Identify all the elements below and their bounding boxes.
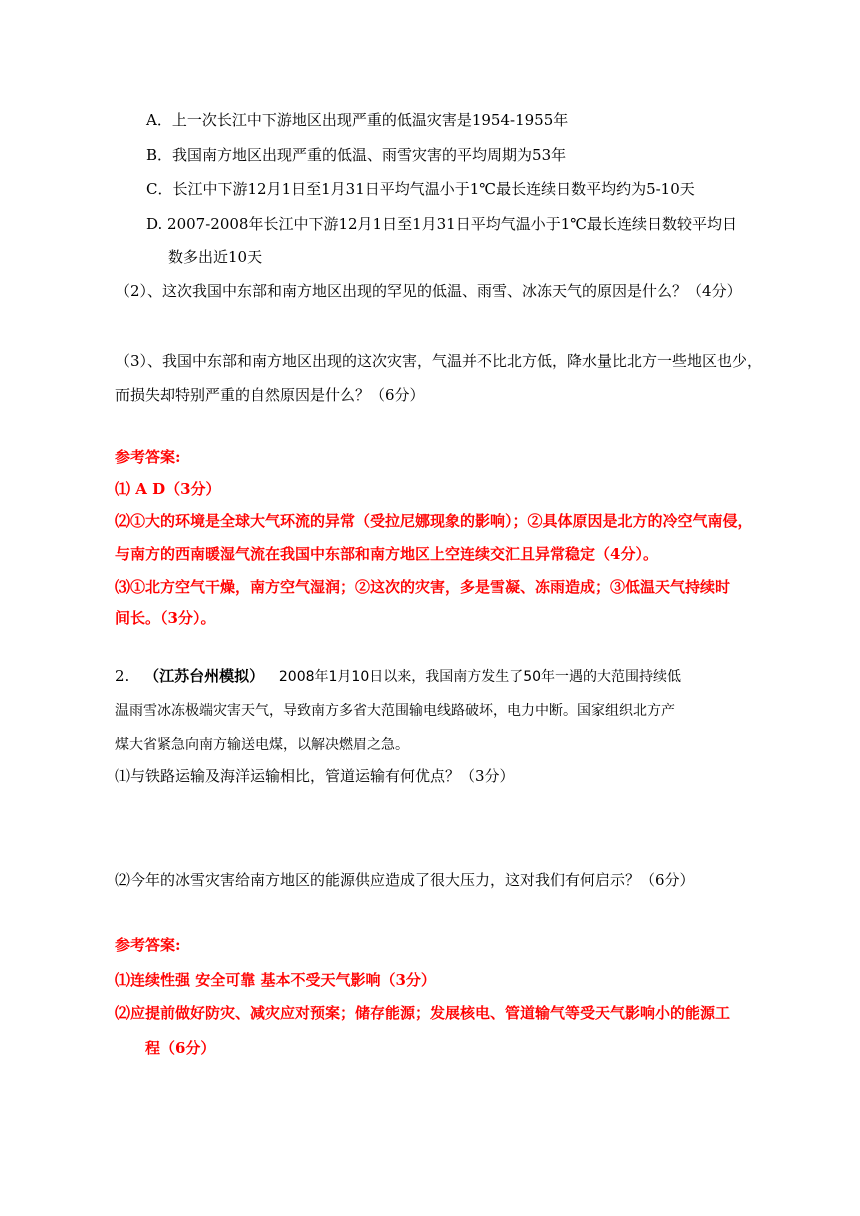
question-intro-line-2: 温雨雪冰冻极端灾害天气，导致南方多省大范围输电线路破坏，电力中断。国家组织北方产 — [115, 703, 675, 719]
question-2-header — [115, 666, 681, 687]
answer-heading-2: 参考答案: — [115, 936, 181, 954]
answer-2-part-2-line-2: 程（6分） — [145, 1039, 216, 1057]
answer-1-part-1: ⑴ A D（3分） — [115, 480, 221, 498]
answer-2-part-2-line-1: ⑵应提前做好防灾、减灾应对预案；储存能源；发展核电、管道输气等受天气影响小的能源工 — [115, 1004, 731, 1022]
answer-1-part-2-line-1: ⑵①大的环境是全球大气环流的异常（受拉尼娜现象的影响）；②具体原因是北方的冷空气南侵， — [115, 512, 753, 530]
question-3-line-1: （3）、我国中东部和南方地区出现的这次灾害，气温并不比北方低，降水量比北方一些地区也少， — [115, 352, 763, 370]
question-source: （江苏台州模拟） — [144, 667, 265, 685]
question-intro-line-1: 2008年1月10日以来，我国南方发生了50年一遇的大范围持续低 — [278, 669, 682, 685]
question-number: 2. — [115, 667, 130, 685]
sub-question-2: ⑵今年的冰雪灾害给南方地区的能源供应造成了很大压力，这对我们有何启示？（6分） — [115, 871, 695, 889]
question-2: （2）、这次我国中东部和南方地区出现的罕见的低温、雨雪、冰冻天气的原因是什么？（4分） — [115, 282, 742, 300]
answer-1-part-3-line-2: 间长。（3分）。 — [115, 609, 216, 627]
answer-heading-1: 参考答案: — [115, 448, 181, 466]
option-d: D. 2007-2008年长江中下游12月1日至1月31日平均气温小于1℃最长连续日数较平均日 — [146, 215, 738, 233]
option-a: A．上一次长江中下游地区出现严重的低温灾害是1954-1955年 — [146, 111, 569, 129]
sub-question-1: ⑴与铁路运输及海洋运输相比，管道运输有何优点？（3分） — [115, 767, 515, 785]
question-3-line-2: 而损失却特别严重的自然原因是什么？（6分） — [115, 386, 425, 404]
question-intro-line-3: 煤大省紧急向南方输送电煤，以解决燃眉之急。 — [115, 737, 409, 753]
answer-1-part-3-line-1: ⑶①北方空气干燥，南方空气湿润；②这次的灾害，多是雪凝、冻雨造成；③低温天气持续时 — [115, 578, 731, 596]
answer-2-part-1: ⑴连续性强 安全可靠 基本不受天气影响（3分） — [115, 971, 436, 989]
option-b: B．我国南方地区出现严重的低温、雨雪灾害的平均周期为53年 — [146, 146, 567, 164]
answer-1-part-2-line-2: 与南方的西南暖湿气流在我国中东部和南方地区上空连续交汇且异常稳定（4分）。 — [115, 545, 658, 563]
option-d-continuation: 数多出近10天 — [168, 248, 263, 266]
option-c: C．长江中下游12月1日至1月31日平均气温小于1℃最长连续日数平均约为5-10天 — [146, 180, 695, 198]
